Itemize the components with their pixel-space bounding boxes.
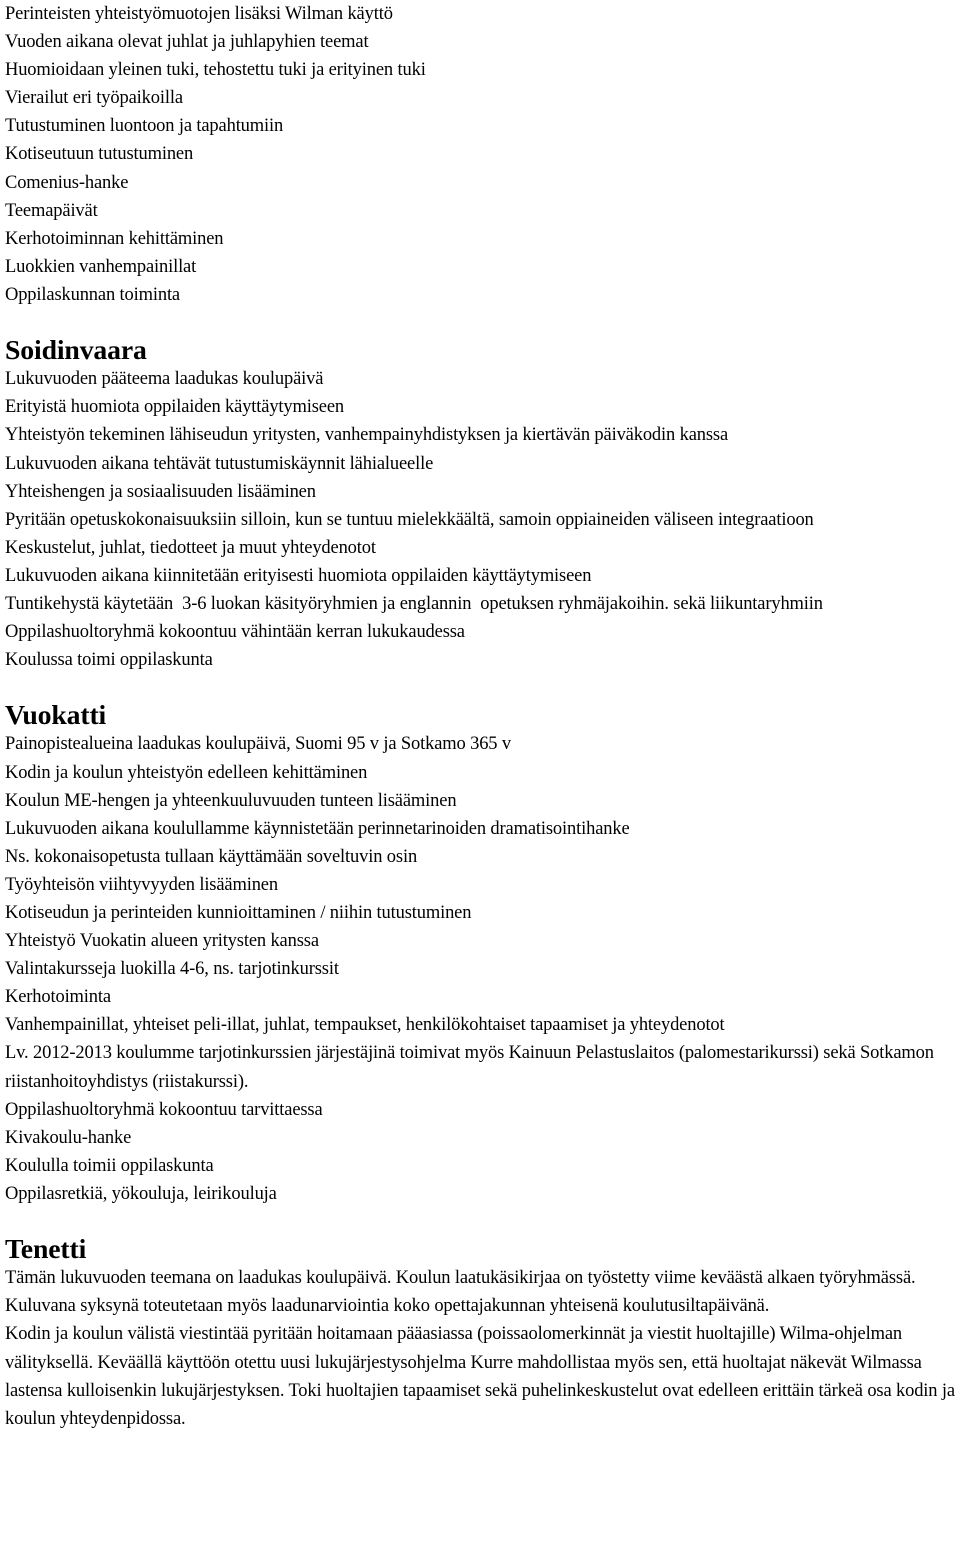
- soidinvaara-line: Keskustelut, juhlat, tiedotteet ja muut yhteydenotot: [5, 537, 376, 558]
- intro-line: Perinteisten yhteistyömuotojen lisäksi Wilman käyttö: [5, 4, 393, 24]
- soidinvaara-line: Erityistä huomiota oppilaiden käyttäytymiseen: [5, 397, 345, 418]
- soidinvaara-line: Yhteistyön tekeminen lähiseudun yritysten, vanhempainyhdistyksen ja kiertävän päiväkodin kanssa: [5, 425, 729, 446]
- section-heading-tenetti: Tenetti: [5, 1234, 87, 1266]
- vuokatti-line: Painopistealueina laadukas koulupäivä, Suomi 95 v ja Sotkamo 365 v: [5, 734, 511, 755]
- vuokatti-line: Kodin ja koulun yhteistyön edelleen kehittäminen: [5, 762, 368, 783]
- vuokatti-line: Oppilasretkiä, yökouluja, leirikouluja: [5, 1183, 277, 1204]
- tenetti-paragraph: Kodin ja koulun välistä viestintää pyritään hoitamaan pääasiassa (poissaolomerkinnät ja viestit huoltajille) Wilma-ohjelman välityksellä. Keväällä käyttöön otettu uusi lukujärjestysohjelma Kurre mahdollistaa myös sen, että huoltajat näkevät Wilmassa lastensa kulloisenkin lukujärjestyksen. Toki huoltajien tapaamiset sekä puhelinkeskustelut ovat edelleen erittäin tärkeä osa kodin ja koulun yhteydenpidossa.: [5, 1324, 955, 1429]
- vuokatti-line: Ns. kokonaisopetusta tullaan käyttämään soveltuvin osin: [5, 846, 418, 867]
- vuokatti-line: Lukuvuoden aikana koulullamme käynnistetään perinnetarinoiden dramatisointihanke: [5, 818, 630, 839]
- vuokatti-line: Kotiseudun ja perinteiden kunnioittaminen / niihin tutustuminen: [5, 903, 472, 923]
- soidinvaara-line: Oppilashuoltoryhmä kokoontuu vähintään kerran lukukaudessa: [5, 622, 465, 643]
- soidinvaara-line: Tuntikehystä käytetään 3-6 luokan käsityöryhmien ja englannin opetuksen ryhmäjakoihin. sekä liikuntaryhmiin: [5, 593, 823, 614]
- document-page: [5, 0, 955, 1433]
- intro-line: Kotiseutuun tutustuminen: [5, 144, 194, 165]
- vuokatti-line: Työyhteisön viihtyvyyden lisääminen: [5, 874, 278, 895]
- intro-line: Teemapäivät: [5, 200, 98, 221]
- soidinvaara-line: Lukuvuoden aikana tehtävät tutustumiskäynnit lähialueelle: [5, 453, 434, 474]
- intro-line: Tutustuminen luontoon ja tapahtumiin: [5, 116, 284, 137]
- section-heading-vuokatti: Vuokatti: [5, 700, 107, 732]
- vuokatti-line: Kivakoulu-hanke: [5, 1127, 132, 1148]
- vuokatti-line: Kerhotoiminta: [5, 987, 111, 1008]
- soidinvaara-line: Pyritään opetuskokonaisuuksiin silloin, kun se tuntuu mielekkäältä, samoin oppiaineiden väliseen integraatioon: [5, 509, 814, 530]
- vuokatti-line: Koulun ME-hengen ja yhteenkuuluvuuden tunteen lisääminen: [5, 790, 457, 811]
- intro-line: Luokkien vanhempainillat: [5, 256, 197, 277]
- tenetti-section: [5, 1236, 955, 1433]
- soidinvaara-section: [5, 337, 955, 674]
- vuokatti-line: Oppilashuoltoryhmä kokoontuu tarvittaessa: [5, 1099, 323, 1120]
- vuokatti-line: Koululla toimii oppilaskunta: [5, 1155, 214, 1176]
- soidinvaara-line: Koulussa toimi oppilaskunta: [5, 650, 213, 671]
- vuokatti-section: [5, 702, 955, 1208]
- section-spacer: [5, 1208, 955, 1236]
- section-spacer: [5, 674, 955, 702]
- section-spacer: [5, 309, 955, 337]
- intro-line: Oppilaskunnan toiminta: [5, 284, 180, 305]
- intro-line: Kerhotoiminnan kehittäminen: [5, 228, 224, 249]
- intro-line: Comenius-hanke: [5, 172, 129, 193]
- vuokatti-line: Yhteistyö Vuokatin alueen yritysten kanssa: [5, 931, 319, 952]
- tenetti-paragraph: Tämän lukuvuoden teemana on laadukas koulupäivä. Koulun laatukäsikirjaa on työstetty viime keväästä alkaen työryhmässä. Kuluvana syksynä toteutetaan myös laadunarviointia koko opettajakunnan yhteisenä koulutusiltapäivänä.: [5, 1268, 916, 1317]
- intro-section: [5, 0, 955, 309]
- vuokatti-line: Valintakursseja luokilla 4-6, ns. tarjotinkurssit: [5, 959, 339, 980]
- vuokatti-line: Lv. 2012-2013 koulumme tarjotinkurssien järjestäjinä toimivat myös Kainuun Pelastuslaitos (palomestarikurssi) sekä Sotkamon riistanhoitoyhdistys (riistakurssi).: [5, 1043, 934, 1092]
- soidinvaara-line: Yhteishengen ja sosiaalisuuden lisääminen: [5, 481, 316, 502]
- intro-line: Vuoden aikana olevat juhlat ja juhlapyhien teemat: [5, 32, 369, 53]
- intro-line: Huomioidaan yleinen tuki, tehostettu tuki ja erityinen tuki: [5, 60, 426, 81]
- soidinvaara-line: Lukuvuoden aikana kiinnitetään erityisesti huomiota oppilaiden käyttäytymiseen: [5, 565, 592, 586]
- section-heading-soidinvaara: Soidinvaara: [5, 335, 147, 367]
- soidinvaara-line: Lukuvuoden pääteema laadukas koulupäivä: [5, 369, 324, 390]
- vuokatti-line: Vanhempainillat, yhteiset peli-illat, juhlat, tempaukset, henkilökohtaiset tapaamiset ja yhteydenotot: [5, 1015, 725, 1036]
- intro-line: Vierailut eri työpaikoilla: [5, 88, 183, 109]
